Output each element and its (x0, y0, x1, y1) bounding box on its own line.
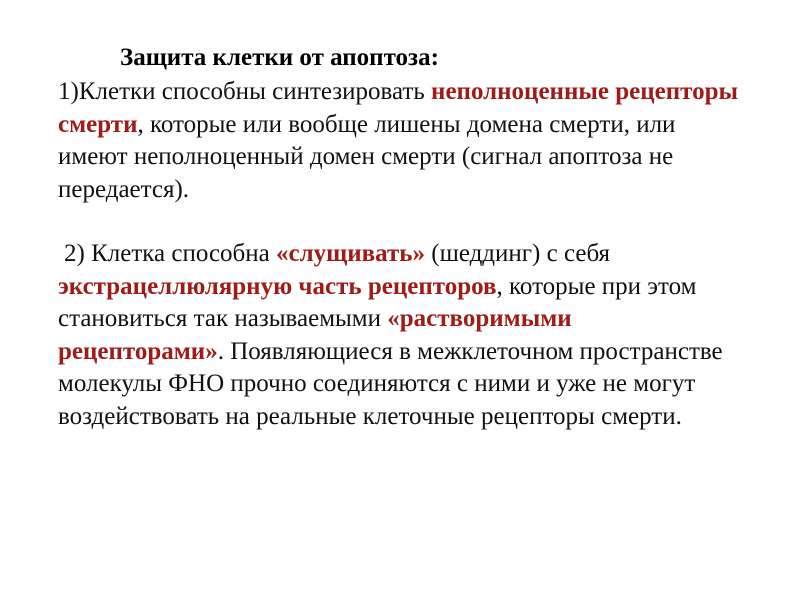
paragraph2-text-part-1: 2) Клетка способна (64, 240, 276, 267)
paragraph2-text-part-3: , которые при этом становиться так называемыми (58, 272, 697, 332)
paragraph2-highlight-2: экстрацеллюлярную часть рецепторов (58, 272, 497, 300)
paragraph1-highlight-1: неполноценные рецепторы смерти (58, 78, 739, 138)
page-title: Защита клетки от апоптоза: (120, 44, 439, 71)
paragraph-protection-mechanism-2 (58, 238, 742, 433)
paragraph1-text-part-2: , которые или вообще лишены домена смерти, или имеют неполноценный домен смерти (сигнал апоптоза не передается). (58, 110, 676, 203)
paragraph2-highlight-3: «растворимыми рецепторами» (58, 305, 572, 365)
paragraph1-text-part-1: 1)Клетки способны синтезировать (58, 78, 432, 105)
paragraph2-text-part-2: (шеддинг) с себя (425, 240, 611, 267)
paragraph2-text-part-4: . Появляющиеся в межклеточном пространстве молекулы ФНО прочно соединяются с ними и уже не могут воздействовать на реальные клеточные рецепторы смерти. (58, 337, 723, 430)
paragraph-protection-mechanism-1 (58, 76, 742, 206)
paragraph2-highlight-1: «слущивать» (276, 240, 425, 267)
